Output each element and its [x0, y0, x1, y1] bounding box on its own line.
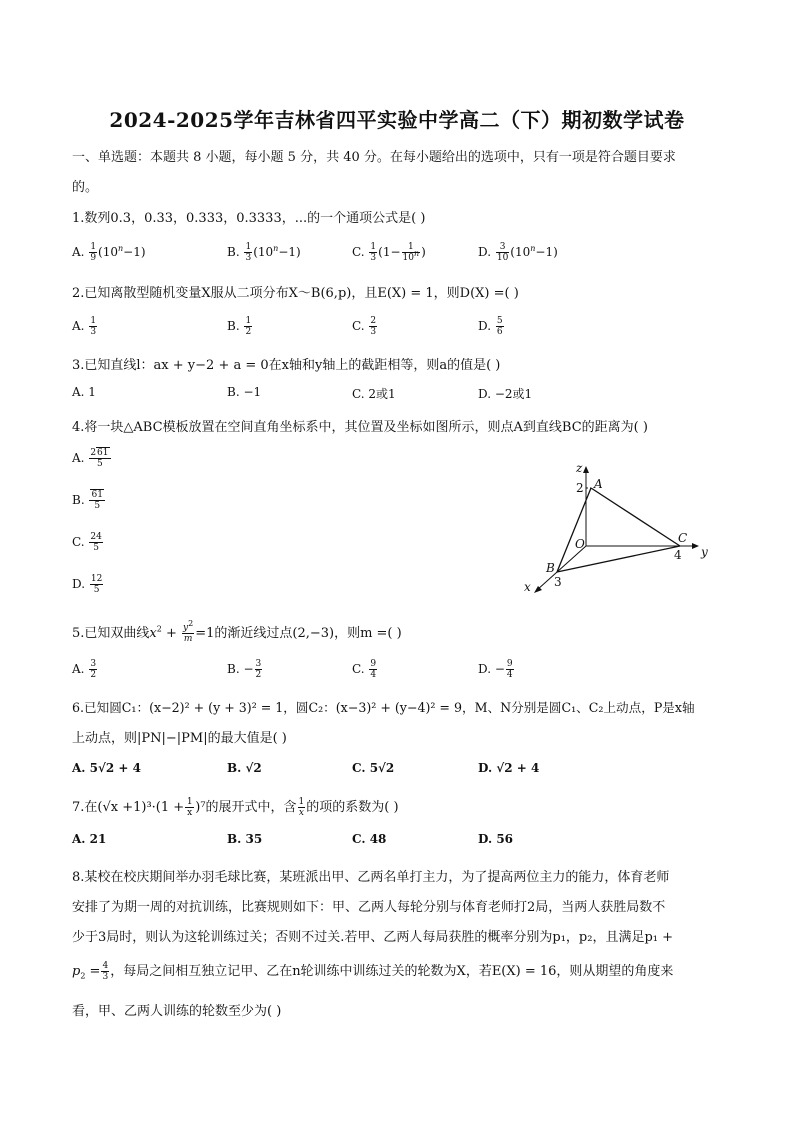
q6-option-c[interactable]: C. 5√2: [352, 761, 395, 775]
section-heading: 一、单选题：本题共 8 小题，每小题 5 分，共 40 分。在每小题给出的选项中，只有一项是符合题目要求: [72, 150, 676, 165]
option-letter: C.: [352, 319, 365, 333]
option-letter: D.: [478, 319, 492, 333]
question-6-stem-cont: 上动点，则|PN|−|PM|的最大值是( ): [72, 731, 287, 746]
option-letter: A.: [72, 319, 85, 333]
q7-option-a[interactable]: A. 21: [72, 832, 107, 846]
q2-option-a[interactable]: A. $\frac{1}{3}$: [72, 316, 97, 337]
q5-option-b[interactable]: B. − $\frac{3}{2}$: [227, 659, 262, 680]
question-4-stem: 4.将一块△ABC模板放置在空间直角坐标系中，其位置及坐标如图所示，则点A到直线BC的距离为( ): [72, 420, 648, 435]
question-7-stem: 7.在(√x +1)³·(1 + $\frac{1}{x}$ )⁷的展开式中，含 $\frac{1}{x}$ 的项的系数为( ): [72, 797, 399, 818]
question-8-stem: 8.某校在校庆期间举办羽毛球比赛，某班派出甲、乙两名单打主力，为了提高两位主力的能力，体育老师: [72, 870, 670, 885]
q3-option-d[interactable]: D. −2或1: [478, 387, 533, 401]
tick-4: 4: [674, 548, 682, 562]
q4-option-d[interactable]: D. $\frac{12}{5}$: [72, 574, 103, 595]
option-letter: D.: [478, 245, 492, 259]
option-letter: C.: [352, 662, 365, 676]
q5-option-d[interactable]: D. − $\frac{9}{4}$: [478, 659, 513, 680]
option-letter: C.: [72, 535, 85, 549]
q3-option-a[interactable]: A. 1: [72, 385, 96, 399]
page-title: 2024-2025学年吉林省四平实验中学高二（下）期初数学试卷: [109, 108, 685, 132]
q6-option-b[interactable]: B. √2: [227, 761, 262, 775]
q2-option-b[interactable]: B. $\frac{1}{2}$: [227, 316, 252, 337]
question-5-stem: 5.已知双曲线$x^2$ + $\frac{y^2}{m}$ =1的渐近线过点(2,−3)，则m =( ): [72, 619, 402, 644]
option-letter: A.: [72, 245, 85, 259]
q6-option-a[interactable]: A. 5√2 + 4: [72, 761, 142, 775]
point-b-label: B: [546, 561, 555, 575]
point-c-label: C: [678, 531, 688, 545]
option-letter: B.: [227, 319, 240, 333]
q4-option-a[interactable]: A. $\frac{261}{5}$: [72, 448, 109, 469]
q7-option-b[interactable]: B. 35: [227, 832, 263, 846]
question-8-stem-4: $p_2$ = $\frac{4}{3}$ ，每局之间相互独立记甲、乙在n轮训练中训练过关的轮数为X，若E(X) = 16，则从期望的角度来: [72, 961, 674, 982]
y-label: y: [701, 545, 708, 559]
q6-option-d[interactable]: D. √2 + 4: [478, 761, 540, 775]
option-letter: B.: [227, 245, 240, 259]
option-letter: D.: [478, 662, 492, 676]
q5-option-c[interactable]: C. $\frac{9}{4}$: [352, 659, 377, 680]
point-a-label: A: [594, 477, 603, 491]
q4-option-b[interactable]: B. $\frac{61}{5}$: [72, 490, 103, 511]
q2-option-c[interactable]: C. $\frac{2}{3}$: [352, 316, 377, 337]
question-8-stem-2: 安排了为期一周的对抗训练，比赛规则如下：甲、乙两人每轮分别与体育老师打2局，当两人获胜局数不: [72, 900, 666, 915]
tick-3: 3: [554, 575, 562, 589]
z-arrow-icon: [583, 466, 589, 473]
option-letter: A.: [72, 451, 85, 465]
option-letter: B.: [227, 662, 240, 676]
option-letter: A.: [72, 662, 85, 676]
section-heading-cont: 的。: [72, 180, 99, 195]
option-letter: D.: [72, 577, 86, 591]
y-arrow-icon: [692, 543, 699, 549]
x-label: x: [524, 580, 531, 594]
q1-option-d[interactable]: D. $\frac{3}{10}$ $(10^n-1)$: [478, 242, 558, 263]
q3-option-c[interactable]: C. 2或1: [352, 387, 396, 401]
question-8-stem-3: 少于3局时，则认为这轮训练过关；否则不过关.若甲、乙两人每局获胜的概率分别为p₁，p₂，且满足p₁ +: [72, 930, 674, 945]
question-8-stem-5: 看，甲、乙两人训练的轮数至少为( ): [72, 1004, 282, 1019]
q5-option-a[interactable]: A. $\frac{3}{2}$: [72, 659, 97, 680]
edge-ac: [591, 488, 680, 546]
option-letter: B.: [72, 493, 85, 507]
question-1-stem: 1.数列0.3，0.33，0.333，0.3333，...的一个通项公式是( ): [72, 211, 426, 226]
tick-2: 2: [576, 481, 584, 495]
option-letter: C.: [352, 245, 365, 259]
q3-option-b[interactable]: B. −1: [227, 385, 262, 399]
question-2-stem: 2.已知离散型随机变量X服从二项分布X～B(6,p)，且E(X) = 1，则D(X) =( ): [72, 286, 519, 301]
question-3-stem: 3.已知直线l：ax + y−2 + a = 0在x轴和y轴上的截距相等，则a的值是( ): [72, 358, 501, 373]
q1-option-c[interactable]: C. $\frac{1}{3}$ (1− $\frac{1}{10^n}$ ): [352, 242, 426, 263]
q1-option-a[interactable]: A. $\frac{1}{9}$ $(10^n-1)$: [72, 242, 146, 263]
q4-option-c[interactable]: C. $\frac{24}{5}$: [72, 532, 102, 553]
origin-label: O: [575, 537, 585, 551]
coordinate-figure: [515, 462, 715, 597]
q7-option-c[interactable]: C. 48: [352, 832, 387, 846]
q2-option-d[interactable]: D. $\frac{5}{6}$: [478, 316, 503, 337]
q1-option-b[interactable]: B. $\frac{1}{3}$ $(10^n-1)$: [227, 242, 301, 263]
z-label: z: [576, 462, 583, 475]
q7-option-d[interactable]: D. 56: [478, 832, 514, 846]
question-6-stem: 6.已知圆C₁：(x−2)² + (y + 3)² = 1，圆C₂：(x−3)² + (y−4)² = 9，M、N分别是圆C₁、C₂上动点，P是x轴: [72, 700, 695, 715]
